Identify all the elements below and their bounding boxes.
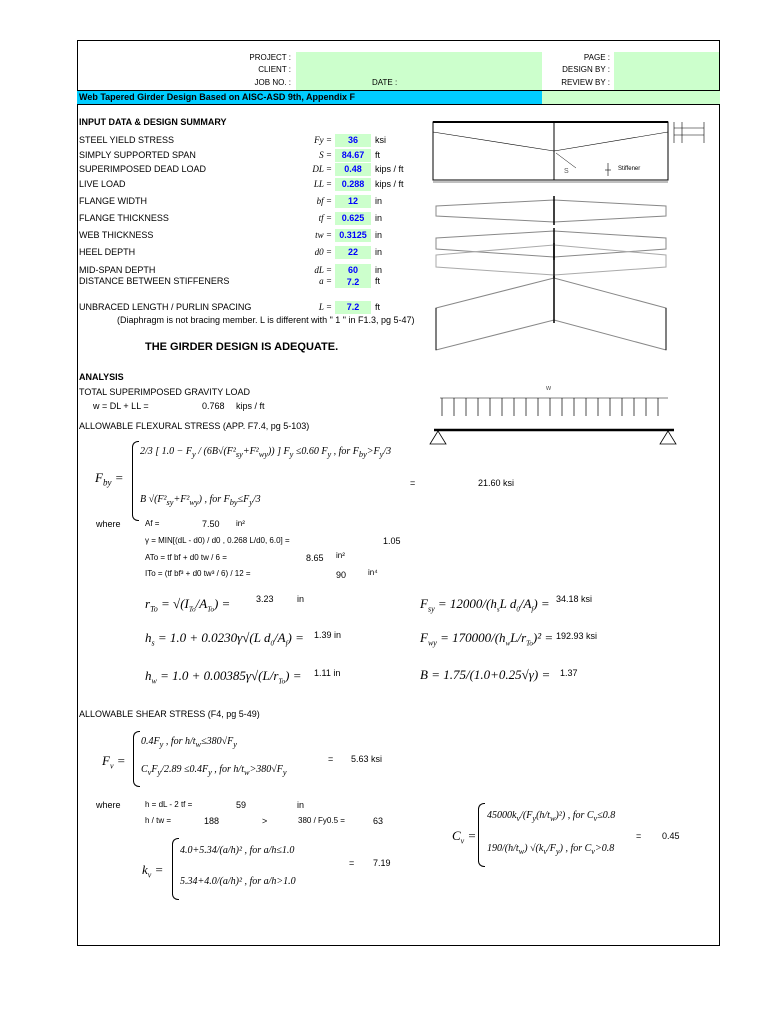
project-label: PROJECT : — [249, 53, 291, 62]
input-unbraced[interactable]: 7.2 — [335, 301, 371, 314]
review-by-label: REVIEW BY : — [561, 78, 610, 87]
fby-case2: B $√(F^2_{sy}+F^2_{wy})$ , for $F_{by}\le F_y/3$ — [140, 494, 261, 507]
date-label: DATE : — [372, 78, 398, 87]
input-stiffener-distance[interactable]: 7.2 — [335, 276, 371, 288]
input-fy[interactable]: 36 — [335, 134, 371, 147]
fv-value: 5.63 ksi — [351, 754, 383, 764]
rto-formula: $r_{To} = √(I_{To}/A_{To})$ = — [145, 596, 231, 614]
unit-web-thickness: in — [375, 230, 383, 240]
input-midspan-depth[interactable]: 60 — [335, 264, 371, 276]
stiffener-label: Stiffener — [618, 166, 641, 172]
sym-dl-mid: dL = — [314, 265, 332, 275]
label-flange-thickness: FLANGE THICKNESS — [79, 213, 169, 223]
cv-case1: $45000k_v/(F_y(h/t_w)^2)$ , for $C_v\le 0.8$ — [487, 810, 616, 823]
page-design-field[interactable] — [614, 52, 719, 90]
af-unit: in² — [236, 519, 245, 528]
w-expression: w = DL + LL = — [93, 401, 149, 411]
input-live-load[interactable]: 0.288 — [335, 178, 371, 191]
page-title: Web Tapered Girder Design Based on AISC-ASD 9th, Appendix F — [79, 92, 356, 102]
unit-unbraced: ft — [375, 302, 381, 312]
unit-span: ft — [375, 150, 381, 160]
project-client-field[interactable] — [296, 52, 542, 90]
input-dead-load[interactable]: 0.48 — [335, 163, 371, 176]
sym-dl: DL = — [312, 164, 332, 174]
fwy-formula: $F_{wy} = 170000/(h_wL/r_{To})^2$ = — [420, 630, 554, 648]
fv-brace — [133, 731, 140, 787]
cv-value: 0.45 — [662, 831, 680, 841]
gamma-value: 1.05 — [383, 536, 401, 546]
fsy-value: 34.18 ksi — [556, 594, 593, 604]
sym-a: a = — [319, 276, 332, 286]
unit-flange-thickness: in — [375, 213, 383, 223]
label-web-thickness: WEB THICKNESS — [79, 230, 154, 240]
h-unit: in — [297, 800, 305, 810]
kv-case1: 4.0+5.34/(a/h)² , for a/h≤1.0 — [180, 845, 295, 856]
cv-case2: $190/(h/t_w)$ $√(k_v/F_y)$ , for $C_v>0.8$ — [487, 843, 615, 856]
fv-case2: $C_vF_y/2.89 \le 0.4F_y$ , for $h/t_w>380√F_y$ — [141, 764, 287, 777]
unit-live-load: kips / ft — [375, 179, 404, 189]
input-flange-thickness[interactable]: 0.625 — [335, 212, 371, 225]
where-label-2: where — [96, 800, 121, 810]
label-midspan-depth: MID-SPAN DEPTH — [79, 265, 156, 275]
sym-tw: tw = — [315, 230, 332, 240]
fsy-formula: $F_{sy} = 12000/(h_sL$ $d_0/A_f$) = — [420, 596, 550, 614]
unit-fy: ksi — [375, 135, 386, 145]
fby-symbol: $F_{by}$ = — [95, 470, 124, 488]
flexural-label: ALLOWABLE FLEXURAL STRESS (APP. F7.4, pg 5-103) — [79, 421, 310, 431]
sym-tf: tf = — [318, 213, 332, 223]
limit-value: 63 — [373, 816, 384, 826]
b-value: 1.37 — [560, 668, 578, 678]
label-span: SIMPLY SUPPORTED SPAN — [79, 150, 196, 160]
w-unit: kips / ft — [236, 401, 265, 411]
kv-value: 7.19 — [373, 858, 391, 868]
gravity-label: TOTAL SUPERIMPOSED GRAVITY LOAD — [79, 387, 251, 397]
label-flange-width: FLANGE WIDTH — [79, 196, 148, 206]
ito-value: 90 — [336, 570, 347, 580]
cv-equals: = — [636, 831, 642, 841]
span-label: S — [564, 168, 569, 175]
unit-dead-load: kips / ft — [375, 164, 404, 174]
fv-case1: $0.4F_y$ , for $h/t_w\le 380√F_y$ — [141, 736, 237, 749]
af-expression: Af = — [145, 519, 160, 528]
kv-symbol: $k_v$ = — [142, 862, 164, 880]
design-by-label: DESIGN BY : — [562, 65, 610, 74]
kv-brace — [172, 838, 179, 900]
cv-symbol: $C_v$ = — [452, 828, 477, 846]
label-stiffener-distance: DISTANCE BETWEEN STIFFENERS — [79, 276, 230, 286]
fby-result: 21.60 ksi — [478, 478, 515, 488]
unit-midspan-depth: in — [375, 265, 383, 275]
w-value: 0.768 — [202, 401, 225, 411]
diaphragm-note: (Diaphragm is not bracing member. L is different with " 1 " in F1.3, pg 5-47) — [117, 315, 415, 325]
input-flange-width[interactable]: 12 — [335, 195, 371, 208]
load-label: w — [546, 385, 552, 392]
htw-value: 188 — [204, 816, 220, 826]
ito-unit: in⁴ — [368, 568, 378, 577]
label-unbraced: UNBRACED LENGTH / PURLIN SPACING — [79, 302, 252, 312]
rto-value: 3.23 — [256, 594, 274, 604]
unit-flange-width: in — [375, 196, 383, 206]
client-label: CLIENT : — [258, 65, 291, 74]
hs-formula: $h_s = 1.0 + 0.0230\gamma√(L$ $d_0/A_f$) = — [145, 630, 304, 648]
girder-diagrams — [430, 118, 710, 363]
sym-fy: Fy = — [314, 135, 332, 145]
adequate-status: THE GIRDER DESIGN IS ADEQUATE. — [145, 341, 339, 353]
hs-value: 1.39 in — [314, 630, 342, 640]
sym-l: L = — [318, 302, 332, 312]
fby-equals: = — [410, 478, 416, 488]
fwy-value: 192.93 ksi — [556, 631, 598, 641]
hw-formula: $h_w = 1.0 + 0.00385\gamma√(L/r_{To})$ = — [145, 668, 302, 686]
limit-expression: 380 / Fy0.5 = — [298, 816, 345, 825]
input-heel-depth[interactable]: 22 — [335, 246, 371, 259]
input-span[interactable]: 84.67 — [335, 149, 371, 162]
input-heading: INPUT DATA & DESIGN SUMMARY — [79, 117, 227, 127]
sym-bf: bf = — [316, 196, 332, 206]
kv-equals: = — [349, 858, 355, 868]
analysis-heading: ANALYSIS — [79, 372, 124, 382]
sym-d0: d0 = — [314, 247, 332, 257]
rto-unit: in — [297, 594, 305, 604]
sym-s: S = — [319, 150, 332, 160]
kv-case2: 5.34+4.0/(a/h)² , for a/h>1.0 — [180, 876, 296, 887]
shear-label: ALLOWABLE SHEAR STRESS (F4, pg 5-49) — [79, 709, 260, 719]
load-diagram — [430, 388, 680, 458]
unit-stiffener-distance: ft — [375, 276, 381, 286]
job-no-label: JOB NO. : — [254, 78, 291, 87]
fv-symbol: $F_v$ = — [102, 753, 126, 771]
ato-value: 8.65 — [306, 553, 324, 563]
fby-brace — [132, 441, 139, 521]
fby-case1: 2/3 [ $1.0 - F_y / (6B√(F^2_{sy}+F^2_{wy}))$ ] $F_y \le 0.60$ $F_y$ , for $F_{by}>F_y/3$ — [140, 446, 392, 459]
unit-heel-depth: in — [375, 247, 383, 257]
label-steel-yield: STEEL YIELD STRESS — [79, 135, 175, 145]
af-value: 7.50 — [202, 519, 220, 529]
ito-expression: ITo = (tf bf³ + d0 tw³ / 6) / 12 = — [145, 569, 251, 578]
label-live-load: LIVE LOAD — [79, 179, 126, 189]
h-value: 59 — [236, 800, 247, 810]
page-label: PAGE : — [583, 53, 610, 62]
h-expression: h = dL - 2 tf = — [145, 800, 193, 809]
input-web-thickness[interactable]: 0.3125 — [335, 229, 371, 242]
where-label-1: where — [96, 519, 121, 529]
htw-expression: h / tw = — [145, 816, 172, 825]
gt-symbol: > — [262, 816, 268, 826]
ato-expression: ATo = tf bf + d0 tw / 6 = — [145, 553, 227, 562]
b-formula: B = 1.75/(1.0+0.25√γ) = — [420, 667, 551, 682]
hw-value: 1.11 in — [314, 668, 341, 678]
label-heel-depth: HEEL DEPTH — [79, 247, 136, 257]
fv-equals: = — [328, 754, 334, 764]
gamma-expression: γ = MIN[(dL - d0) / d0 , 0.268 L/d0, 6.0] = — [145, 536, 290, 545]
ato-unit: in² — [336, 551, 345, 560]
cv-brace — [478, 803, 485, 867]
sym-ll: LL = — [313, 179, 332, 189]
review-field[interactable] — [542, 91, 720, 104]
label-dead-load: SUPERIMPOSED DEAD LOAD — [79, 164, 207, 174]
